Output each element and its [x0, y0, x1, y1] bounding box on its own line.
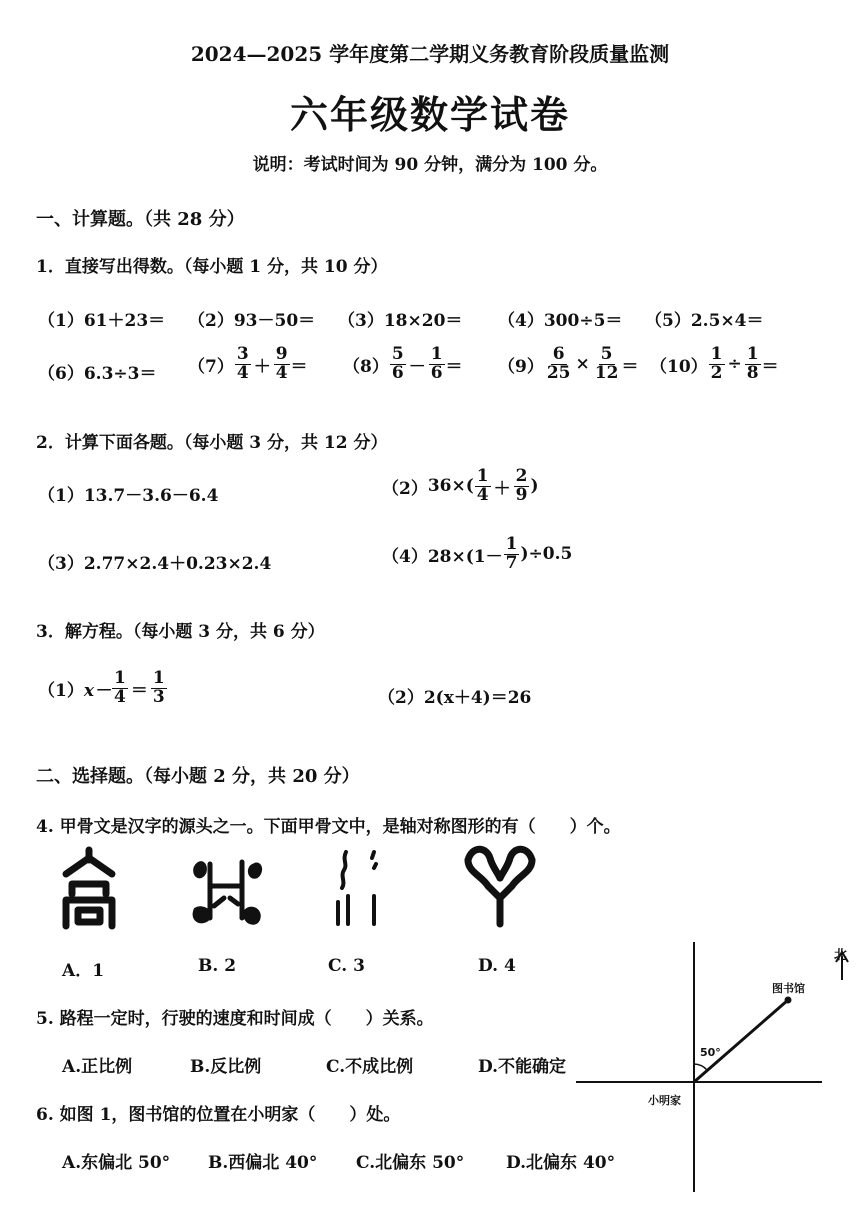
item-label: （3）	[38, 554, 84, 574]
fraction	[504, 536, 520, 573]
q4-option-c: C. 3	[328, 956, 365, 976]
operator: ＝	[130, 680, 148, 701]
denominator: 12	[594, 362, 619, 383]
item-expr: 61＋23＝	[83, 311, 166, 331]
numerator: 3	[236, 344, 249, 364]
item-label: （1）	[38, 680, 84, 701]
denominator: 6	[391, 362, 404, 383]
fraction	[514, 468, 530, 505]
numerator: 1	[113, 668, 126, 688]
fraction	[745, 346, 761, 383]
question-3-heading: 3．解方程。（每小题 3 分，共 6 分）	[36, 622, 325, 642]
q4-option-b: B. 2	[198, 956, 237, 976]
q1-item-8	[343, 346, 463, 383]
expr-prefix: 28×(1－	[427, 546, 503, 567]
denominator: 4	[476, 484, 489, 505]
q1-item-5	[645, 306, 764, 331]
q5-option-d: D.不能确定	[478, 1057, 567, 1077]
q1-item-9	[498, 346, 638, 383]
exam-note: 说明：考试时间为 90 分钟，满分为 100 分。	[252, 155, 608, 175]
oracle-glyph-d	[462, 842, 538, 928]
expr-suffix: )÷0.5	[520, 544, 573, 565]
home-label: 小明家	[648, 1094, 681, 1107]
operator: －	[408, 356, 426, 377]
q5-option-a: A.正比例	[62, 1057, 133, 1077]
item-label: （4）	[498, 311, 544, 331]
item-label: （6）	[38, 364, 84, 384]
library-direction-line	[694, 1000, 788, 1082]
q4-option-d: D. 4	[478, 956, 516, 976]
q3-item-1	[38, 670, 168, 707]
q1-item-1	[38, 306, 165, 331]
q5-option-c: C.不成比例	[326, 1057, 414, 1077]
q5-option-b: B.反比例	[190, 1057, 262, 1077]
exam-subtitle: 2024—2025 学年度第二学期义务教育阶段质量监测	[190, 42, 670, 66]
section-1-heading: 一、计算题。（共 28 分）	[36, 209, 245, 230]
q6-option-b: B.西偏北 40°	[208, 1153, 318, 1173]
numerator: 1	[505, 534, 518, 554]
numerator: 1	[476, 466, 489, 486]
operator: ×	[575, 354, 590, 375]
oracle-glyph-gao	[58, 846, 120, 930]
question-5-heading: 5. 路程一定时，行驶的速度和时间成（ ）关系。	[36, 1009, 434, 1029]
q2-item-2	[382, 468, 539, 505]
denominator: 25	[546, 362, 571, 383]
q1-item-10	[650, 346, 779, 383]
item-expr: 6.3÷3＝	[83, 364, 157, 384]
equals: ＝	[290, 356, 308, 377]
numerator: 1	[710, 344, 723, 364]
denominator: 4	[236, 362, 249, 383]
fraction	[709, 346, 725, 383]
item-expr: 18×20＝	[383, 311, 463, 331]
expr-prefix: 36×(	[427, 476, 474, 497]
item-label: （2）	[382, 478, 428, 499]
numerator: 2	[515, 466, 528, 486]
item-expr: 13.7－3.6－6.4	[83, 486, 219, 506]
fraction	[274, 346, 290, 383]
numerator: 9	[275, 344, 288, 364]
item-label: （8）	[343, 356, 389, 377]
item-expr: 2.77×2.4＋0.23×2.4	[83, 554, 272, 574]
oracle-glyph-c	[328, 846, 388, 930]
q1-item-6	[38, 359, 157, 384]
q2-item-3	[38, 549, 271, 574]
fraction	[151, 670, 167, 707]
item-expr: 2(x＋4)＝26	[423, 688, 532, 708]
item-label: （10）	[650, 356, 708, 377]
expr-suffix: )	[530, 476, 539, 497]
angle-arc	[694, 1064, 707, 1070]
q1-item-3	[338, 306, 462, 331]
denominator: 3	[152, 686, 165, 707]
item-label: （9）	[498, 356, 544, 377]
fraction	[390, 346, 406, 383]
oracle-glyph-b	[190, 854, 264, 928]
numerator: 5	[600, 344, 613, 364]
operator: ＋	[493, 478, 511, 499]
fraction	[475, 468, 491, 505]
numerator: 1	[152, 668, 165, 688]
q2-item-4	[382, 536, 572, 573]
numerator: 1	[430, 344, 443, 364]
numerator: 5	[391, 344, 404, 364]
question-2-heading: 2．计算下面各题。（每小题 3 分，共 12 分）	[36, 433, 388, 453]
q1-item-7	[188, 346, 308, 383]
question-6-heading: 6. 如图 1，图书馆的位置在小明家（ ）处。	[36, 1105, 401, 1125]
library-point	[785, 997, 792, 1004]
item-expr: 2.5×4＝	[690, 311, 764, 331]
denominator: 6	[430, 362, 443, 383]
item-label: （3）	[338, 311, 384, 331]
expr-prefix: x－	[83, 680, 111, 701]
fraction	[429, 346, 445, 383]
item-label: （1）	[38, 486, 84, 506]
equals: ＝	[761, 356, 779, 377]
fraction	[235, 346, 251, 383]
denominator: 9	[515, 484, 528, 505]
denominator: 7	[505, 552, 518, 573]
item-expr: 300÷5＝	[543, 311, 623, 331]
q1-item-2	[188, 306, 315, 331]
q2-item-1	[38, 481, 218, 506]
item-label: （2）	[378, 688, 424, 708]
item-label: （4）	[382, 546, 428, 567]
item-label: （1）	[38, 311, 84, 331]
numerator: 1	[746, 344, 759, 364]
library-label: 图书馆	[772, 982, 805, 995]
equals: ＝	[445, 356, 463, 377]
denominator: 4	[275, 362, 288, 383]
fraction	[593, 346, 621, 383]
q1-item-4	[498, 306, 622, 331]
item-expr: 93－50＝	[233, 311, 316, 331]
operator: ＋	[253, 356, 271, 377]
section-2-heading: 二、选择题。（每小题 2 分，共 20 分）	[36, 766, 360, 787]
north-label: 北	[834, 948, 848, 963]
q6-option-c: C.北偏东 50°	[356, 1153, 465, 1173]
item-label: （7）	[188, 356, 234, 377]
item-label: （5）	[645, 311, 691, 331]
equals: ＝	[621, 356, 639, 377]
question-4-heading: 4. 甲骨文是汉字的源头之一。下面甲骨文中，是轴对称图形的有（ ）个。	[36, 817, 621, 837]
exam-title: 六年级数学试卷	[289, 92, 570, 137]
operator: ÷	[727, 354, 742, 375]
angle-label: 50°	[700, 1046, 721, 1059]
fraction	[545, 346, 573, 383]
item-label: （2）	[188, 311, 234, 331]
q6-option-d: D.北偏东 40°	[506, 1153, 616, 1173]
q4-option-a: A．1	[62, 961, 105, 981]
fraction	[112, 670, 128, 707]
q6-option-a: A.东偏北 50°	[62, 1153, 171, 1173]
denominator: 2	[710, 362, 723, 383]
denominator: 8	[746, 362, 759, 383]
figure-1-direction-diagram	[570, 936, 858, 1198]
numerator: 6	[552, 344, 565, 364]
question-1-heading: 1．直接写出得数。（每小题 1 分，共 10 分）	[36, 257, 388, 277]
denominator: 4	[113, 686, 126, 707]
q3-item-2	[378, 683, 531, 708]
